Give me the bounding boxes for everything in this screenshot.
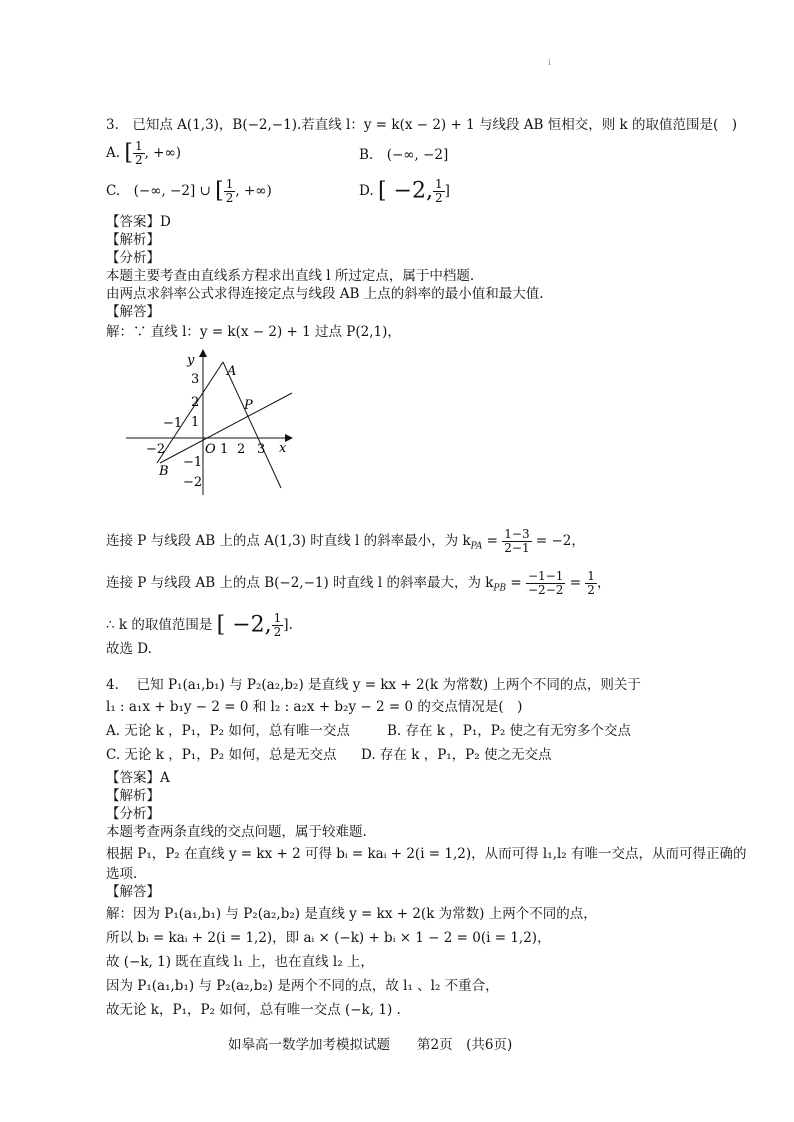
fraction-denominator: 2−1 [504,541,530,555]
q3-solution-line-5: 故选 D. [106,641,152,657]
tick-x-neg1: −1 [163,416,183,431]
tick-y-3: 3 [191,372,200,387]
tick-y-neg1: −1 [183,455,203,470]
q4-solution-line-4: 因为 P₁(a₁,b₁) 与 P₂(a₂,b₂) 是两个不同的点，故 l₁ 、l₂ 不重合， [106,978,499,994]
fraction-denominator: 2 [587,583,595,597]
axis-x-label: x [279,441,287,456]
point-P-label: P [244,398,253,413]
fraction-numerator: 1 [225,177,234,191]
q3-option-b: B. (−∞, −2] [359,147,449,163]
q3-option-c-tail: , +∞) [235,183,272,199]
q4-stem-line-2: l₁ : a₁x + b₁y − 2 = 0 和 l₂ : a₂x + b₂y − 2 = 0 的交点情况是( ) [106,699,523,715]
q3-option-c-fraction [224,178,236,205]
fraction-denominator: −2−2 [528,583,564,597]
q3-solution-line-4 [106,612,293,639]
q3-option-d-label: D. [359,183,374,199]
q4-option-d: D. 存在 k ，P₁，P₂ 使之无交点 [361,747,552,763]
sol-4-tail: ]. [283,617,293,633]
q3-option-a-label: A. [106,145,121,161]
q3-fenxi-line-2: 由两点求斜率公式求得连接定点与线段 AB 上点的斜率的最小值和最大值. [106,286,544,302]
fraction-numerator: 1 [434,177,443,191]
sol-3-text: 连接 P 与线段 AB 上的点 B(−2,−1) 时直线 l 的斜率最大，为 k [106,575,494,591]
sol-3-equals: = [510,575,522,591]
point-B-label: B [159,464,169,479]
q3-option-a [106,140,181,167]
q4-analysis-tag: 【解析】 [106,788,160,804]
fraction-denominator: 2 [273,625,282,639]
q3-solution-line-3 [106,570,610,598]
q3-option-c-label: C. (−∞, −2] ∪ [106,183,211,199]
tick-x-neg2: −2 [146,442,166,457]
q3-option-a-bracket: [ [124,140,133,166]
q3-graph [120,345,300,500]
tick-x-1: 1 [220,442,229,457]
q4-fenxi-line-3: 选项. [106,866,138,882]
sol-3-tail: ， [596,575,611,591]
tick-x-3: 3 [257,442,266,457]
tick-x-2: 2 [237,442,246,457]
q3-fenxi-line-1: 本题主要考查由直线系方程求出直线 l 所过定点，属于中档题. [106,268,475,284]
fraction-denominator: 2 [134,153,143,167]
q3-option-c-bracket: [ [215,178,224,204]
q3-stem: 3. 已知点 A(1,3)，B(−2,−1).若直线 l：y = k(x − 2) + 1 与线段 AB 恒相交，则 k 的取值范围是( ) [106,117,738,133]
fraction-numerator: 1 [587,569,595,583]
q4-solution-line-5: 故无论 k，P₁，P₂ 如何，总有唯一交点 (−k, 1) . [106,1002,401,1018]
q3-fenxi-tag: 【分析】 [106,250,160,266]
origin-label: O [205,442,216,457]
sol-2-subscript: PA [470,541,483,552]
sol-2-text: 连接 P 与线段 AB 上的点 A(1,3) 时直线 l 的斜率最小，为 k [106,533,471,549]
tick-y-neg2: −2 [183,475,203,490]
page-footer: 如皋高一数学加考模拟试题 第2页 (共6页) [228,1037,513,1053]
sol-4-bracket: [ −2, [216,612,272,638]
fraction-numerator: −1−1 [528,569,564,583]
sol-4-fraction [272,612,284,639]
q4-fenxi-line-2: 根据 P₁，P₂ 在直线 y = kx + 2 可得 bᵢ = kaᵢ + 2(i = 1,2)，从而可得 l₁,l₂ 有唯一交点，从而可得正确的 [106,846,747,862]
fraction-numerator: 1−3 [504,527,530,541]
q4-option-b: B. 存在 k ，P₁，P₂ 使之有无穷多个交点 [387,723,632,739]
q4-option-c: C. 无论 k ，P₁，P₂ 如何，总是无交点 [106,747,337,763]
q3-option-c [106,178,272,205]
q3-option-d-bracket: [ −2, [377,178,433,204]
q4-fenxi-tag: 【分析】 [106,806,160,822]
q3-option-d-fraction [433,178,445,205]
q3-option-a-tail: , +∞) [144,145,181,161]
q4-solution-line-3: 故 (−k, 1) 既在直线 l₁ 上，也在直线 l₂ 上， [106,954,374,970]
sol-2-result: = −2， [535,533,585,549]
sol-3-equals-2: = [569,575,581,591]
q4-option-a: A. 无论 k ，P₁，P₂ 如何，总有唯一交点 [106,723,350,739]
q4-solution-line-1: 解：因为 P₁(a₁,b₁) 与 P₂(a₂,b₂) 是直线 y = kx + 2(k 为常数) 上两个不同的点， [106,906,597,922]
point-A-label: A [227,364,237,379]
q3-solution-line-2 [106,528,585,556]
q3-jieda-tag: 【解答】 [106,304,160,320]
fraction-denominator: 2 [434,191,443,205]
q3-analysis-tag: 【解析】 [106,232,160,248]
sol-2-fraction [502,528,531,555]
q4-fenxi-line-1: 本题考查两条直线的交点问题，属于较难题. [106,824,367,840]
fraction-numerator: 1 [273,611,282,625]
sol-3-subscript: PB [493,583,507,594]
tick-y-1: 1 [191,415,200,430]
page-mark: ⅰ [548,58,551,68]
fraction-numerator: 1 [134,139,143,153]
q3-option-d-tail: ] [444,183,450,199]
axis-y-label: y [187,353,195,368]
q3-answer: 【答案】D [106,214,171,230]
q4-solution-line-2: 所以 bᵢ = kaᵢ + 2(i = 1,2)，即 aᵢ × (−k) + bᵢ × 1 − 2 = 0(i = 1,2)， [106,930,551,946]
q3-solution-line-1: 解：∵ 直线 l：y = k(x − 2) + 1 过点 P(2,1)， [106,324,401,340]
sol-3-fraction-2 [585,570,597,597]
q3-option-a-fraction [133,140,145,167]
tick-y-2: 2 [191,395,200,410]
sol-4-text: ∴ k 的取值范围是 [106,617,213,633]
q4-answer: 【答案】A [106,770,170,786]
q4-stem-line-1: 4. 已知 P₁(a₁,b₁) 与 P₂(a₂,b₂) 是直线 y = kx + 2(k 为常数) 上两个不同的点，则关于 [106,677,641,693]
fraction-denominator: 2 [225,191,234,205]
q4-jieda-tag: 【解答】 [106,884,160,900]
sol-2-equals: = [486,533,498,549]
sol-3-fraction [526,570,565,597]
q3-option-d [359,178,450,205]
